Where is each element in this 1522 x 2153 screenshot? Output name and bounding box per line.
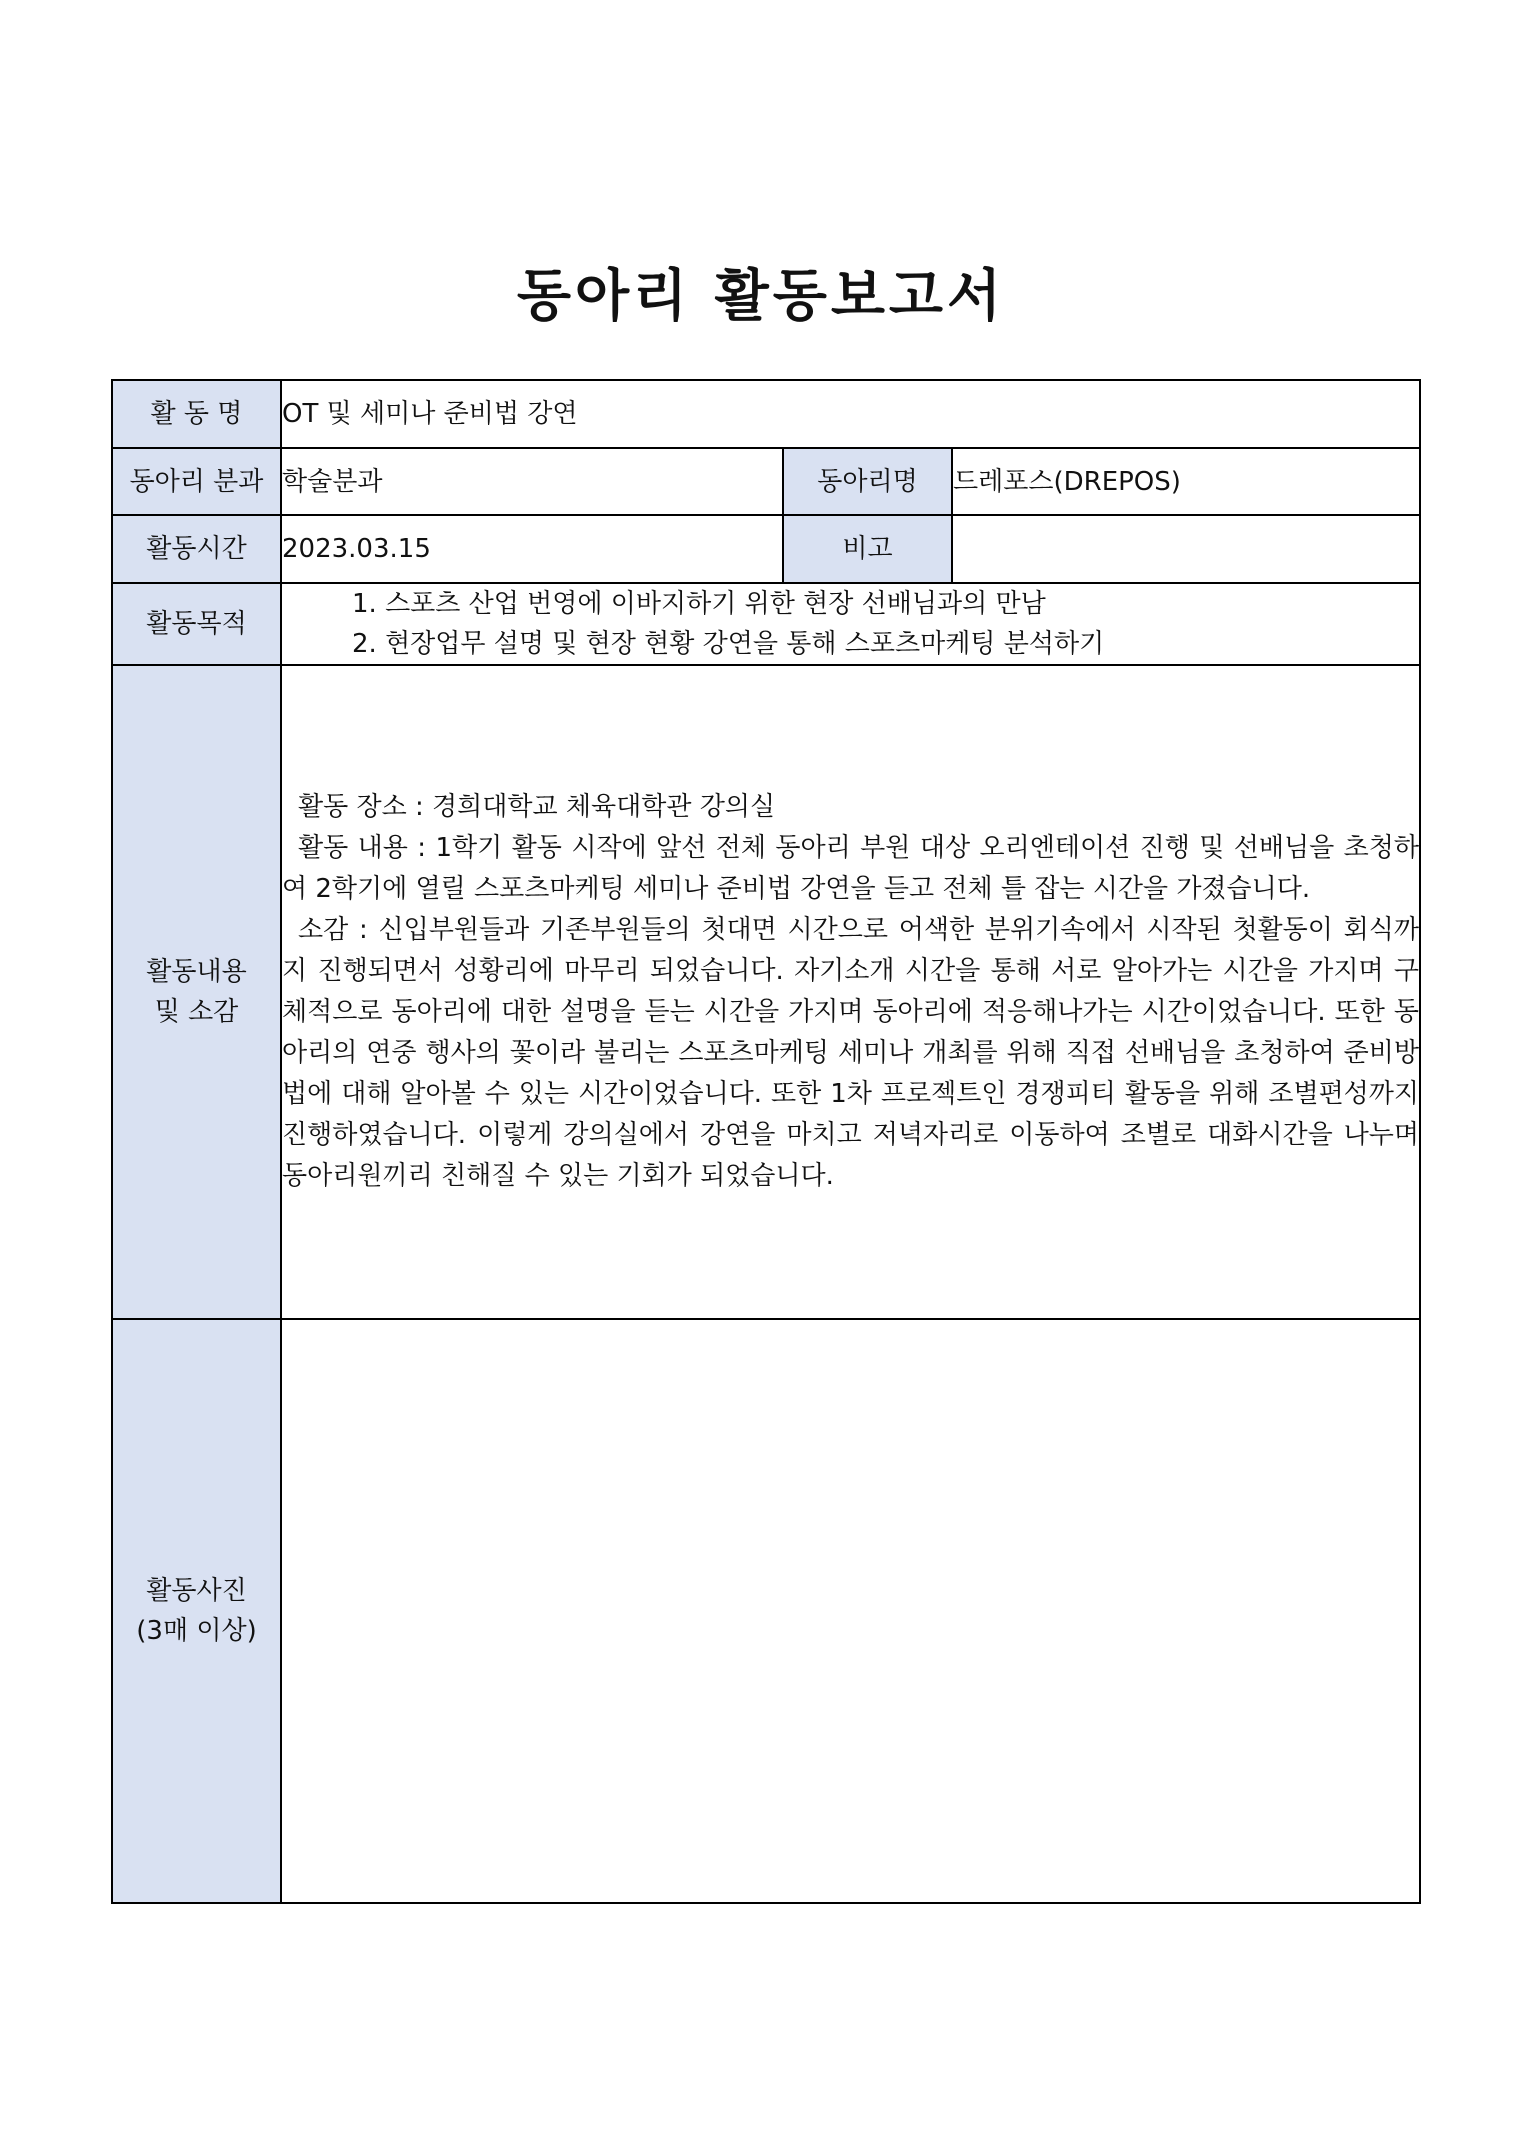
club-name-value: 드레포스(DREPOS) [952,448,1420,515]
content-label-line: 활동내용 [146,957,247,987]
row-content [112,665,1420,1319]
club-division-value: 학술분과 [281,448,783,515]
content-label [112,665,281,1319]
row-club-info [112,448,1420,515]
activity-details: 활동 내용 : 1학기 활동 시작에 앞선 전체 동아리 부원 대상 오리엔테이션 진행 및 선배님을 초청하여 2학기에 열릴 스포츠마케팅 세미나 준비법 강연을 듣고 전체 틀 잡는 시간을 가졌습니다. [282,833,1420,904]
activity-impression: 소감 : 신입부원들과 기존부원들의 첫대면 시간으로 어색한 분위기속에서 시작된 첫활동이 회식까지 진행되면서 성황리에 마무리 되었습니다. 자기소개 시간을 통해 서로 알아가는 시간을 가지며 구체적으로 동아리에 대한 설명을 듣는 시간을 가지며 동아리에 적응해나가는 시간이었습니다. 또한 동아리의 연중 행사의 꽃이라 불리는 스포츠마케팅 세미나 개최를 위해 직접 선배님을 초청하여 준비방법에 대해 알아볼 수 있는 시간이었습니다. 또한 1차 프로젝트인 경쟁피티 활동을 위해 조별편성까지 진행하였습니다. 이렇게 강의실에서 강연을 마치고 저녁자리로 이동하여 조별로 대화시간을 나누며 동아리원끼리 친해질 수 있는 기회가 되었습니다. [282,915,1420,1191]
photos-area[interactable] [281,1319,1420,1903]
club-name-label: 동아리명 [783,448,952,515]
purpose-item: 1. 스포츠 산업 번영에 이바지하기 위한 현장 선배님과의 만남 [352,589,1046,619]
purpose-item: 2. 현장업무 설명 및 현장 현황 강연을 통해 스포츠마케팅 분석하기 [352,629,1105,659]
remarks-label: 비고 [783,515,952,583]
activity-time-value: 2023.03.15 [281,515,783,583]
purpose-label: 활동목적 [112,583,281,665]
row-purpose [112,583,1420,665]
purpose-value [281,583,1420,665]
content-value [281,665,1420,1319]
purpose-list [282,584,1419,664]
club-division-label: 동아리 분과 [112,448,281,515]
row-activity-name [112,380,1420,448]
content-label-line: 및 소감 [154,997,239,1027]
photos-label [112,1319,281,1903]
remarks-value [952,515,1420,583]
photos-label-line: (3매 이상) [136,1616,257,1646]
report-table [111,379,1421,1904]
activity-name-value: OT 및 세미나 준비법 강연 [281,380,1420,448]
row-photos [112,1319,1420,1903]
photos-label-line: 활동사진 [146,1576,247,1606]
activity-name-label: 활 동 명 [112,380,281,448]
activity-time-label: 활동시간 [112,515,281,583]
activity-place: 활동 장소 : 경희대학교 체육대학관 강의실 [298,792,776,822]
row-activity-time [112,515,1420,583]
document-title: 동아리 활동보고서 [516,264,1006,329]
